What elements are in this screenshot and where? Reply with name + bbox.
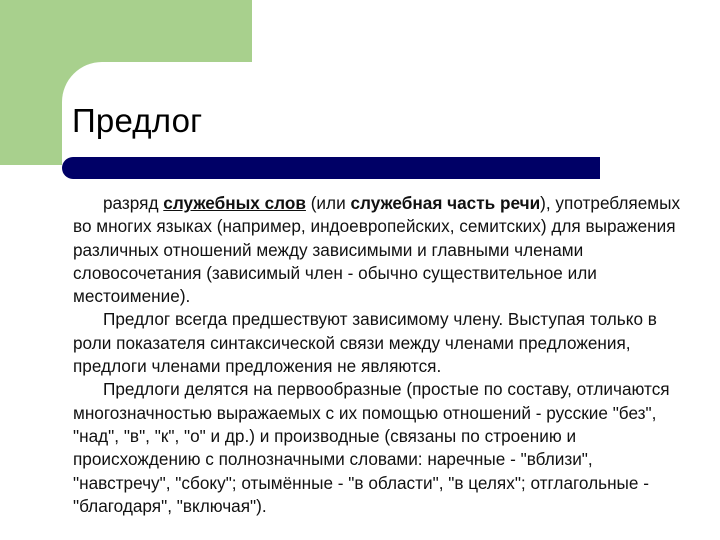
definition-text-middle: (или	[305, 193, 351, 213]
paragraph-position: Предлог всегда предшествуют зависимому члену. Выступая только в роли показателя синтаксической связи между членами предложения, предлоги членами предложения не являются.	[73, 309, 657, 377]
paragraph-classification: Предлоги делятся на первообразные (простые по составу, отличаются многозначностью выражаемых с их помощью отношений - русские "без", "над", "в", "к", "о" и др.) и производные (связаны по строению и происхождению с полнозначными словами: наречные - "вблизи", "навстречу", "сбоку"; отымённые - "в области", "в целях"; отглагольные - "благодаря", "включая").	[73, 379, 670, 516]
slide-title: Предлог	[72, 102, 203, 139]
definition-text-start: разряд	[103, 193, 164, 213]
paragraph-definition	[73, 192, 693, 308]
service-words-link[interactable]: служебных слов	[163, 193, 306, 213]
service-part-of-speech-term: служебная часть речи	[350, 193, 541, 213]
slide-body	[73, 192, 693, 518]
definition-text-end: ), употребляемых во многих языках (например, индоевропейских, семитских) для выражения различных отношений между зависимыми и главными членами словосочетания (зависимый член - обычно существительное или местоимение).	[73, 193, 681, 307]
title-underline-bar	[62, 157, 600, 179]
